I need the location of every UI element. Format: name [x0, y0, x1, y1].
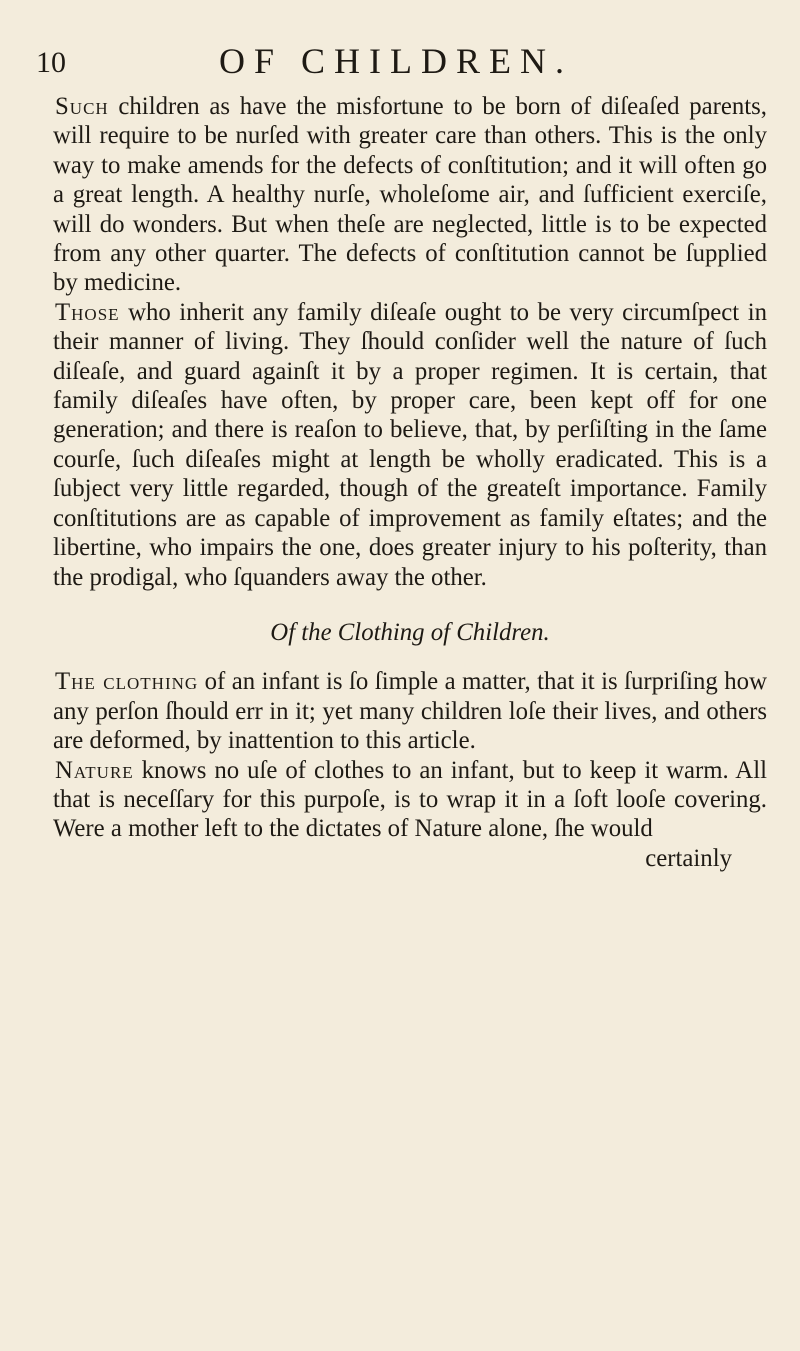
- paragraph-lead: Such: [55, 93, 109, 120]
- paragraph-lead: The clothing: [55, 668, 199, 696]
- running-head: OF CHILDREN.: [218, 41, 573, 81]
- paragraph-lead: Nature: [55, 756, 134, 784]
- page-body: [53, 92, 767, 873]
- paragraph: [53, 667, 767, 755]
- paragraph: [53, 298, 767, 592]
- paragraph: [53, 92, 767, 298]
- paragraph: [53, 756, 767, 844]
- paragraph-text: children as have the misfortune to be born of diſeaſed parents, will require to be nurſed with greater care than others. This is the only way to make amends for the defects of conſtitution; and it will often go a great length. A healthy nurſe, wholeſome air, and ſufficient exerciſe, will do wonders. But when theſe are neglected, little is to be expected from any other quarter. The defects of conſtitution cannot be ſupplied by medicine.: [53, 93, 767, 297]
- paragraph-lead: Those: [55, 298, 120, 326]
- page-header: [36, 40, 756, 90]
- page-number: 10: [36, 46, 66, 79]
- catchword: certainly: [645, 844, 732, 872]
- paragraph-text: of an infant is ſo ſimple a matter, that it is ſurpriſing how any perſon ſhould err in it; yet many children loſe their lives, and others are deformed, by inattention to this article.: [53, 668, 767, 755]
- section-heading: Of the Clothing of Children.: [270, 618, 550, 646]
- paragraph-text: knows no uſe of clothes to an infant, but to keep it warm. All that is neceſſary for this purpoſe, is to wrap it in a ſoft looſe covering. Were a mother left to the dictates of Nature alone, ſhe would: [53, 756, 767, 843]
- paragraph-text: who inherit any family diſeaſe ought to be very circumſpect in their manner of living. They ſhould conſider well the nature of ſuch diſeaſe, and guard againſt it by a proper regimen. It is certain, that family diſeaſes have often, by proper care, been kept off for one generation; and there is reaſon to believe, that, by perſiſting in the ſame courſe, ſuch diſeaſes might at length be wholly eradicated. This is a ſubject very little regarded, though of the greateſt importance. Family conſtitutions are as capable of improvement as family eſtates; and the libertine, who impairs the one, does greater injury to his poſterity, than the prodigal, who ſquanders away the other.: [53, 298, 767, 591]
